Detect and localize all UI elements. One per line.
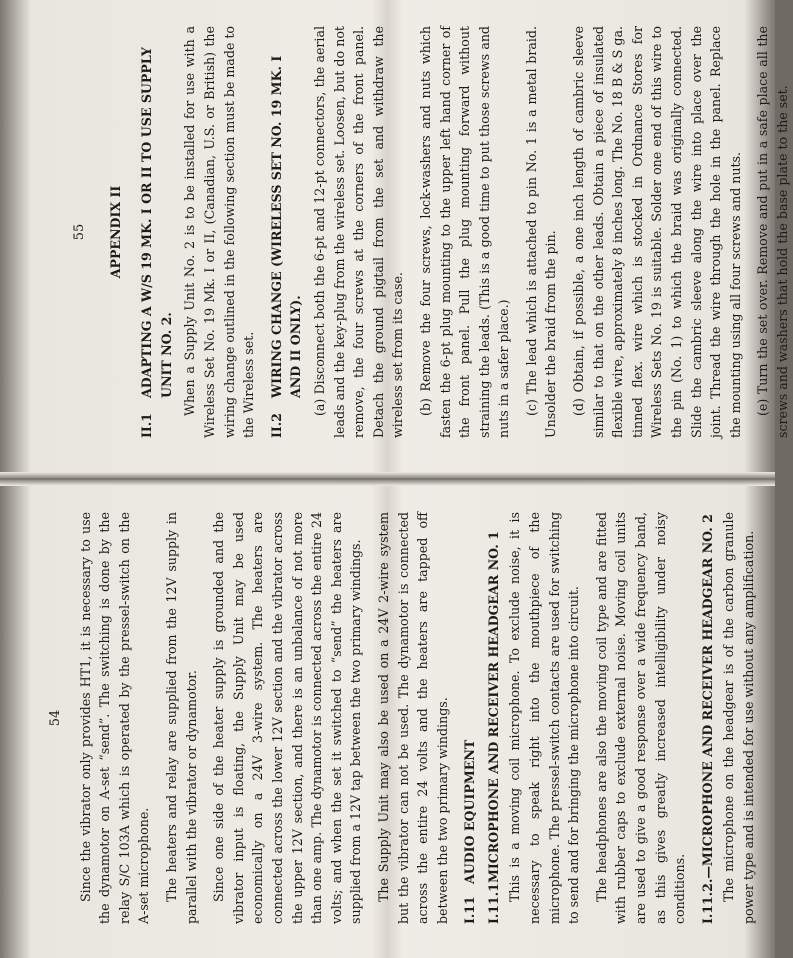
page-55 <box>52 12 790 452</box>
paragraph: (b) Remove the four screws, lock-washers and nuts which fasten the 6-pt plug mounting to the upper left hand corner of the front panel. Pull the plug mounting forward without straining the leads. (This is a good time to put those screws and nuts in a safer place.) <box>417 26 512 438</box>
section-number: II.2 <box>268 413 284 438</box>
section-heading-ii-2 <box>267 26 306 438</box>
paragraph: Since the vibrator only provides HT1, it is necessary to use the dynamotor on A-set “send”. The switching is done by the relay S/C 103A which is operated by the pressel-switch on the A-set microphone. <box>77 512 152 924</box>
paragraph: The microphone on the headgear is of the carbon granule power type and is intended for use without any amplification. <box>721 512 756 924</box>
paragraph: Since one side of the heater supply is grounded and the vibrator input is floating, the Supply Unit may be used economically on a 24V 3-wire system. The heaters are connected across the lower 12V section and the vibrator across the upper 12V section, and there is an unbalance of not more than one amp. The dynamotor is connected across the entire 24 volts; and when the set it switched to “send” the heaters are supplied from a 12V tap between the two primary windings. <box>211 512 364 924</box>
subsection-number: I.11.2.— <box>699 866 715 924</box>
section-title: AUDIO EQUIPMENT <box>462 739 478 884</box>
paragraph: The heaters and relay are supplied from the 12V supply in parallel with the vibrator or dynamotor. <box>163 512 199 924</box>
paragraph: The Supply Unit may also be used on a 24V 2-wire system but the vibrator can not be used. The dynamotor is connected across the entire 24 volts and the heaters are tapped off between the two primary windings. <box>375 512 450 924</box>
subsection-number: I.11.1 <box>485 883 501 924</box>
section-number: I.11 <box>462 896 478 924</box>
paragraph: When a Supply Unit No. 2 is to be installed for use with a Wireless Set No. 19 Mk. I or II, (Canadian, U.S. or British) the wiring change outlined in the following section must be made to the Wireless set. <box>182 26 257 438</box>
section-title: ADAPTING A W/S 19 MK. I OR II TO USE SUPPLY UNIT NO. 2. <box>139 47 174 398</box>
paragraph: The headphones are also the moving coil type and are fitted with rubber caps to exclude external noise. Moving coil units are used to give a good response over a wide frequency band, as this gives greatly increased intelligibility under noisy conditions. <box>593 512 688 924</box>
section-number: II.1 <box>139 413 155 438</box>
subsection-title: MICROPHONE AND RECEIVER HEADGEAR NO. 2 <box>699 514 715 867</box>
subsection-heading-1 <box>484 512 504 924</box>
section-title: WIRING CHANGE (WIRELESS SET NO. 19 MK. I AND II ONLY). <box>268 55 304 398</box>
appendix-title: APPENDIX II <box>107 185 123 279</box>
page-number: 55 <box>72 223 87 241</box>
paragraph: This is a moving coil microphone. To exclude noise, it is necessary to speak right into the mouthpiece of the microphone. The pressel-switch contacts are used for switching to send and for bringing the microphone into circuit. <box>507 512 582 924</box>
paragraph: (e) Turn the set over. Remove and put in a safe place all the screws and washers that hold the base plate to the set. <box>755 26 790 438</box>
paragraph: (d) Obtain, if possible, a one inch length of cambric sleeve similar to that on the other leads. Obtain a piece of insulated flexible wire, approximately 8 inches long. The No. 18 B & S ga. tinned flex. wire which is stocked in Ordnance Stores for Wireless Sets No. 19 is suitable. Solder one end of this wire to the pin (No. 1) to which the braid was originally connected. Slide the cambric sleeve along the wire into place over the joint. Thread the wire through the hole in the panel. Replace the mounting using all four screws and nuts. <box>571 26 743 438</box>
subsection-title: MICROPHONE AND RECEIVER HEADGEAR NO. 1 <box>485 531 501 884</box>
paragraph: (c) The lead which is attached to pin No. 1 is a metal braid. Unsolder the braid from the pin. <box>523 26 559 438</box>
book-spine <box>0 472 775 486</box>
page-number: 54 <box>48 709 63 727</box>
section-heading-ii-1 <box>137 26 176 438</box>
paragraph: (a) Disconnect both the 6-pt and 12-pt connectors, the aerial leads and the key-plug from the wireless set. Loosen, but do not remove, the four screws at the corners of the front panel. Detach the ground pigtail from the set and withdraw the wireless set from its case. <box>311 26 406 438</box>
page-54 <box>28 498 756 938</box>
subsection-heading-2 <box>698 512 718 924</box>
section-heading-audio <box>460 512 480 924</box>
